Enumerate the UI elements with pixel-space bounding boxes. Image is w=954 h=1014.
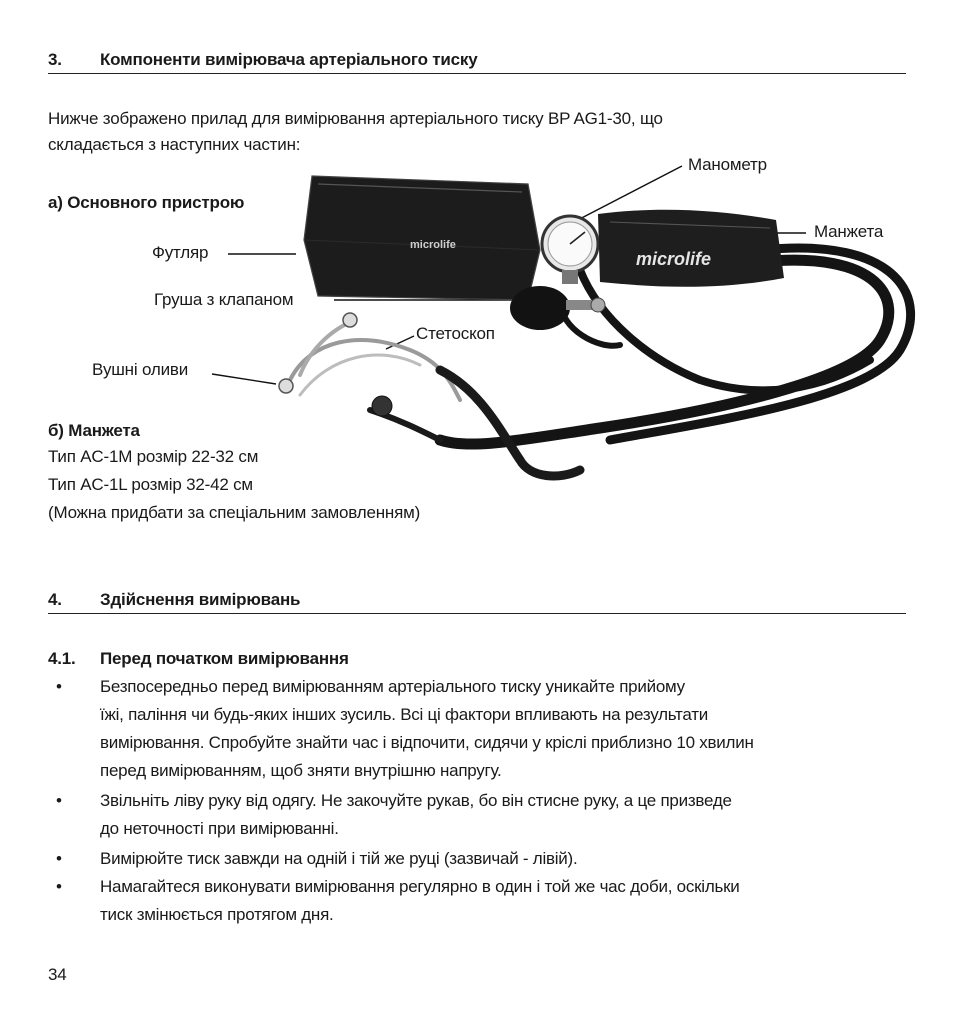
- case-logo: microlife: [410, 239, 456, 251]
- list-item: [48, 788, 908, 842]
- bullet-line: Намагайтеся виконувати вимірювання регулярно в один і той же час доби, оскільки: [100, 877, 740, 896]
- bullet-icon: •: [56, 877, 62, 896]
- bullet-line: Безпосередньо перед вимірюванням артеріального тиску уникайте прийому: [100, 677, 685, 696]
- bullet-line: їжі, паління чи будь-яких інших зусиль. Всі ці фактори впливають на результати: [100, 705, 709, 724]
- page-number: 34: [48, 965, 67, 984]
- list-item: [48, 674, 908, 778]
- part-b-line-1: Тип AC-1M розмір 22-32 см: [48, 447, 259, 466]
- bullet-line: Звільніть ліву руку від одягу. Не закочуйте рукав, бо він стисне руку, а це призведе: [100, 791, 732, 810]
- cuff-logo: microlife: [636, 249, 712, 269]
- section-number: 3.: [48, 50, 62, 69]
- label-cuff: Манжета: [814, 222, 884, 241]
- label-bulb: Груша з клапаном: [154, 290, 294, 309]
- bullet-icon: •: [56, 677, 62, 696]
- bullet-line: тиск змінюється протягом дня.: [100, 905, 334, 924]
- bullet-icon: •: [56, 849, 62, 868]
- section-title: Здійснення вимірювань: [100, 590, 301, 609]
- bullet-line: Вимірюйте тиск завжди на одній і тій же руці (зазвичай - лівій).: [100, 849, 578, 868]
- part-a-heading: а) Основного пристрою: [48, 193, 245, 212]
- bulb-shape: [510, 286, 570, 330]
- section-number: 4.: [48, 590, 62, 609]
- label-earpieces: Вушні оливи: [92, 360, 188, 379]
- intro-line-2: складається з наступних частин:: [48, 135, 301, 154]
- manometer-gauge: [542, 216, 598, 284]
- part-b-line-2: Тип AC-1L розмір 32-42 см: [48, 475, 253, 494]
- carrying-case: [304, 176, 540, 300]
- part-b-heading: б) Манжета: [48, 421, 140, 440]
- label-case: Футляр: [152, 243, 209, 262]
- section-4-heading: [48, 590, 906, 614]
- list-item: [48, 874, 908, 928]
- part-b-line-3: (Можна придбати за спеціальним замовленням): [48, 503, 421, 522]
- label-stethoscope: Стетоскоп: [416, 324, 495, 343]
- list-item: [48, 846, 908, 872]
- earpieces-leader-line: [212, 374, 276, 384]
- bullet-line: перед вимірюванням, щоб зняти внутрішню напругу.: [100, 761, 502, 780]
- bullet-line: вимірювання. Спробуйте знайти час і відпочити, сидячи у кріслі приблизно 10 хвилин: [100, 733, 754, 752]
- subsection-title: Перед початком вимірювання: [100, 649, 349, 668]
- subsection-number: 4.1.: [48, 649, 76, 668]
- intro-line-1: Нижче зображено прилад для вимірювання артеріального тиску BP AG1-30, що: [48, 109, 663, 128]
- bullet-icon: •: [56, 791, 62, 810]
- subsection-4-1-heading: [48, 646, 349, 672]
- cuff-shape: [598, 210, 784, 287]
- bullet-line: до неточності при вимірюванні.: [100, 819, 339, 838]
- section-title: Компоненти вимірювача артеріального тиску: [100, 50, 478, 69]
- label-manometer: Манометр: [688, 155, 767, 174]
